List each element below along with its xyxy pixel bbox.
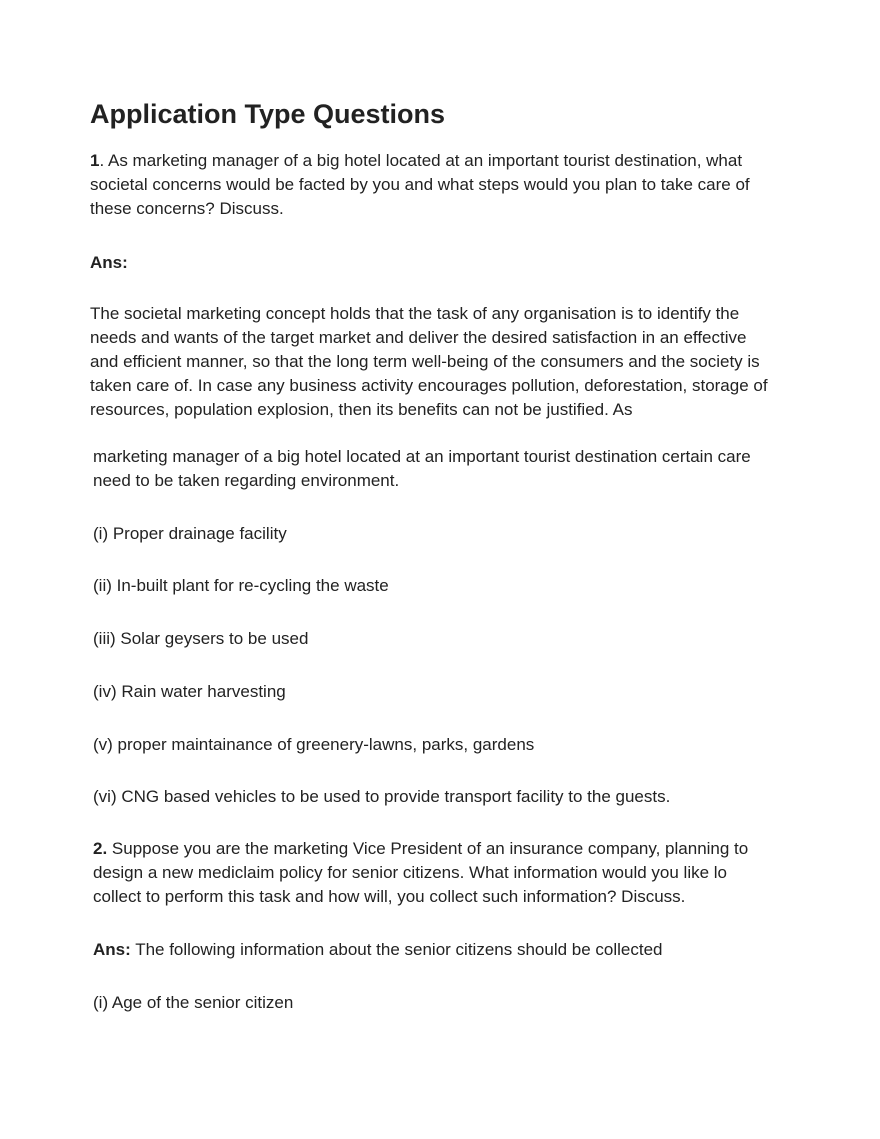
answer-2-text: The following information about the senior citizens should be collected xyxy=(130,940,663,959)
answer-1-item: (iii) Solar geysers to be used xyxy=(93,629,309,648)
answer-2-label: Ans: xyxy=(93,940,131,959)
question-2 xyxy=(93,837,768,909)
question-1-number: 1 xyxy=(90,151,100,170)
answer-1-paragraph-1: The societal marketing concept holds that the task of any organisation is to identify the needs and wants of the target market and deliver the desired satisfaction in an effective and efficient manner, so that the long term well-being of the consumers and the society is taken care of. In case any business activity encourages pollution, deforestation, storage of resources, population explosion, then its benefits can not be justified. As xyxy=(90,304,768,419)
page-title: Application Type Questions xyxy=(90,99,446,129)
answer-1-label: Ans: xyxy=(90,253,128,272)
answer-1-item: (ii) In-built plant for re-cycling the waste xyxy=(93,576,389,595)
answer-1-item: (iv) Rain water harvesting xyxy=(93,682,286,701)
answer-2 xyxy=(93,938,783,962)
answer-1-item: (vi) CNG based vehicles to be used to provide transport facility to the guests. xyxy=(93,787,671,806)
question-2-text: Suppose you are the marketing Vice President of an insurance company, planning to design a new mediclaim policy for senior citizens. What information would you like lo collect to perform this task and how will, you collect such information? Discuss. xyxy=(93,839,749,906)
question-1 xyxy=(90,149,770,221)
answer-1-paragraph-2: marketing manager of a big hotel located at an important tourist destination certain care need to be taken regarding environment. xyxy=(93,447,751,490)
question-1-text: . As marketing manager of a big hotel located at an important tourist destination, what societal concerns would be facted by you and what steps would you plan to take care of these concerns? Discuss. xyxy=(90,151,750,218)
answer-1-item: (i) Proper drainage facility xyxy=(93,524,287,543)
answer-2-item: (i) Age of the senior citizen xyxy=(93,993,294,1012)
answer-1-item: (v) proper maintainance of greenery-lawns, parks, gardens xyxy=(93,735,535,754)
question-2-number: 2. xyxy=(93,839,108,858)
